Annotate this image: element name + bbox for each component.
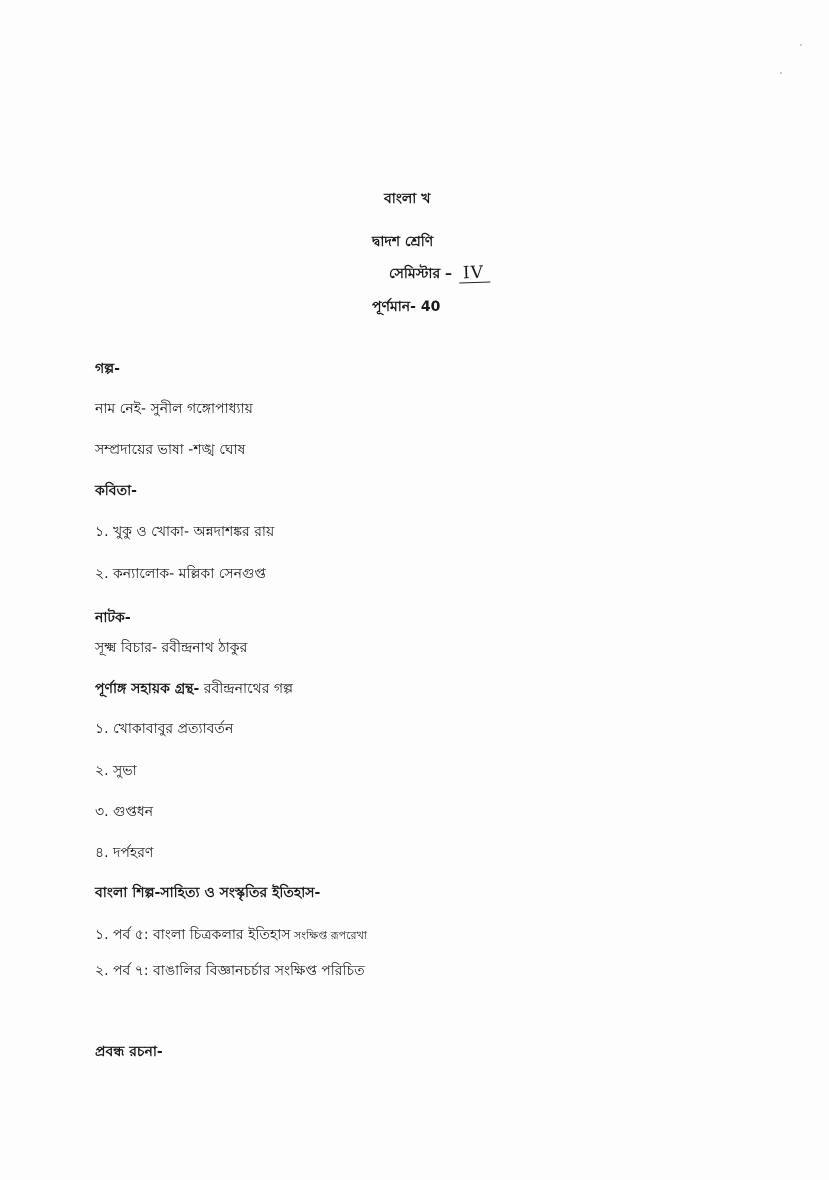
- supplementary-heading-line: [95, 680, 293, 698]
- history-item-main: ১. পর্ব ৫: বাংলা চিত্রকলার ইতিহাস: [95, 927, 291, 943]
- subject-title: বাংলা খ: [384, 191, 431, 207]
- full-marks: পূর্ণমান- 40: [372, 299, 441, 315]
- history-item-main: ২. পর্ব ৭: বাঙালির বিজ্ঞানচর্চার সংক্ষিপ্ত পরিচিত: [95, 963, 365, 979]
- supplementary-heading: পূর্ণাঙ্গ সহায়ক গ্রন্থ-: [95, 681, 200, 697]
- drama-heading: নাটক-: [95, 610, 131, 626]
- story-heading: গল্প-: [95, 361, 120, 377]
- list-item: ২. কন্যালোক- মল্লিকা সেনগুপ্ত: [95, 566, 266, 582]
- semester-line: [389, 264, 490, 283]
- scan-speck: [780, 72, 782, 74]
- list-item: ৪. দর্পহরণ: [95, 845, 154, 861]
- list-item: সূক্ষ্ম বিচার- রবীন্দ্রনাথ ঠাকুর: [95, 640, 248, 656]
- poem-heading: কবিতা-: [95, 483, 137, 499]
- list-item: ১. খুকু ও খোকা- অন্নদাশঙ্কর রায়: [95, 524, 275, 540]
- list-item: ২. সুভা: [95, 763, 137, 779]
- list-item: ৩. গুপ্তধন: [95, 804, 154, 820]
- history-item-small: সংক্ষিপ্ত রূপরেখা: [290, 929, 368, 942]
- list-item: [95, 926, 367, 945]
- semester-value: IV: [459, 263, 491, 283]
- essay-heading: প্রবন্ধ রচনা-: [95, 1044, 163, 1060]
- scan-speck: [800, 44, 802, 46]
- supplementary-heading-suffix: রবীন্দ্রনাথের গল্প: [199, 681, 294, 697]
- semester-label: সেমিস্টার –: [389, 266, 453, 282]
- list-item: ১. খোকাবাবুর প্রত্যাবর্তন: [95, 721, 234, 737]
- list-item: সম্প্রদায়ের ভাষা -শঙ্খ ঘোষ: [95, 442, 246, 458]
- history-heading: বাংলা শিল্প-সাহিত্য ও সংস্কৃতির ইতিহাস-: [95, 885, 321, 901]
- class-title: দ্বাদশ শ্রেণি: [372, 234, 434, 250]
- list-item: নাম নেই- সুনীল গঙ্গোপাধ্যায়: [95, 401, 253, 417]
- list-item: [95, 962, 365, 981]
